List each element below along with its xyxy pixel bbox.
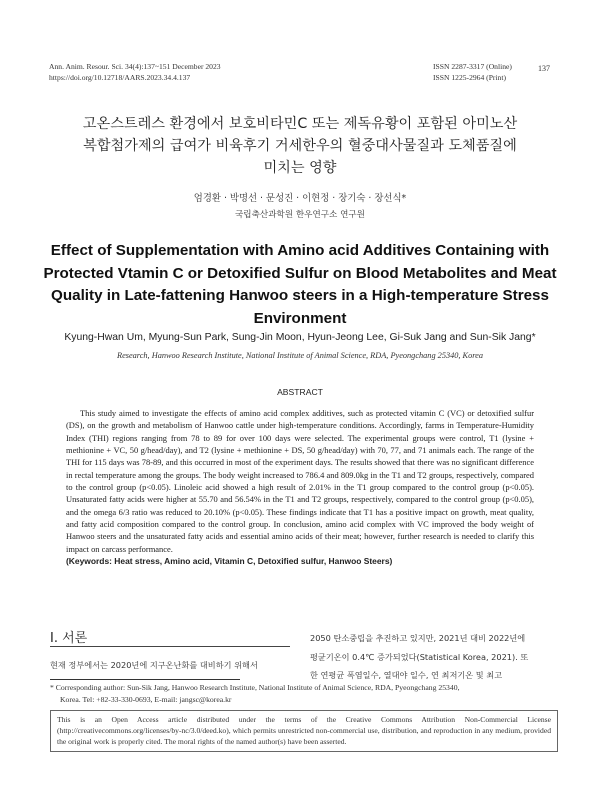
- korean-title: [40, 113, 560, 179]
- introduction-heading: Ⅰ. 서론: [50, 631, 88, 646]
- english-authors: Kyung-Hwan Um, Myung-Sun Park, Sung-Jin Moon, Hyun-Jeong Lee, Gi-Suk Jang and Sun-Sik Jang*: [64, 332, 536, 343]
- korean-affiliation: 국립축산과학원 한우연구소 연구원: [235, 210, 365, 220]
- section-divider: [50, 646, 290, 647]
- english-title-line: Environment: [253, 309, 347, 327]
- korean-title-line: 고온스트레스 환경에서 보호비타민C 또는 제독유황이 포함된 아미노산: [82, 116, 518, 132]
- introduction-line: 평균기온이 0.4℃ 증가되었다(Statistical Korea, 2021). 또: [310, 651, 529, 662]
- abstract-heading: ABSTRACT: [277, 387, 323, 397]
- journal-header: [49, 61, 221, 83]
- introduction-line: 한 연평균 폭염일수, 열대야 일수, 연 최저기온 및 최고: [310, 670, 503, 680]
- doi-link[interactable]: https://doi.org/10.12718/AARS.2023.34.4.137: [49, 73, 191, 82]
- issn-block: [433, 61, 512, 83]
- english-title: [30, 240, 570, 330]
- korean-authors: 엄경환 · 박명선 · 문성진 · 이현정 · 장기숙 · 장선식*: [193, 193, 407, 204]
- journal-citation: Ann. Anim. Resour. Sci. 34(4):137~151 December 2023: [49, 62, 221, 71]
- abstract-block: [66, 407, 534, 567]
- footnote-line: * Corresponding author: Sun-Sik Jang, Hanwoo Research Institute, National Institute of Animal Science, RDA, Pyeongchang 25340,: [50, 683, 460, 692]
- issn-online: ISSN 2287-3317 (Online): [433, 62, 512, 71]
- korean-title-line: 복합첨가제의 급여가 비육후기 거세한우의 혈중대사물질과 도체품질에: [83, 138, 517, 154]
- korean-title-line: 미치는 영향: [263, 160, 337, 176]
- abstract-body: This study aimed to investigate the effects of amino acid complex additives, such as protected vitamin C (VC) or detoxified sulfur (DS), on the growth and metabolism of Hanwoo cattle under high-temperature conditions. Accordingly, farms in Temperature-Humidity Index (THI) regions ranging from 78 to 89 for over 100 days were selected. The experimental groups were control, T1 (lysine + methionine + VC, 50 g/head/day), and T2 (lysine + methionine + DS, 50 g/head/day) with 70, 77, and 71 animals each. The range of the THI for 115 days was 78-89, and this occurred in most of the experiment days. The results showed that there was no significant difference in rectal temperature among the groups. The body weight increased to 786.4 and 809.0kg in the T1 and T2 groups, respectively, compared to the control group (p<0.05). Linoleic acid showed a high result of 2.01% in the T1 group compared to the control group (p<0.05). Unsaturated fatty acids were higher at 55.70 and 56.54% in the T1 and T2 groups, respectively, compared to the control group (p<0.05), and the omega 6/3 ratio was reduced to 20.10% (p<0.05). These findings indicate that T1 has a positive impact on growth, meat quality, and fatty acid composition compared to the control group. In conclusion, amino acid complex with VC improved the body weight of Hanwoo steers and the unsaturated fatty acids and essential amino acids of their meat; however, further research is needed to clarify this impact on carcass performance.: [66, 408, 534, 554]
- english-title-line: Protected Vtamin C or Detoxified Sulfur on Blood Metabolites and Meat: [43, 264, 557, 282]
- footnote-line: Korea. Tel: +82-33-330-0693, E-mail: jangsc@korea.kr: [60, 694, 232, 704]
- corresponding-author-footnote: [50, 682, 560, 705]
- english-title-line: Effect of Supplementation with Amino acid Additives Containing with: [50, 242, 550, 259]
- introduction-left-column: 현재 정부에서는 2020년에 지구온난화를 대비하기 위해서: [50, 660, 258, 670]
- footnote-divider: [50, 679, 240, 680]
- introduction-right-column: [310, 629, 562, 685]
- page-number: 137: [538, 64, 550, 73]
- open-access-notice: This is an Open Access article distributed under the terms of the Creative Commons Attribution Non-Commercial License (http://creativecommons.org/licenses/by-nc/3.0/deed.ko), which permits unrestricted non-commercial use, distribution, and reproduction in any medium, provided the original work is properly cited. The moral rights of the named author(s) have been asserted.: [50, 710, 558, 752]
- keywords: (Keywords: Heat stress, Amino acid, Vitamin C, Detoxified sulfur, Hanwoo Steers): [66, 556, 393, 567]
- introduction-line: 2050 탄소중립을 추진하고 있지만, 2021년 대비 2022년에: [310, 633, 526, 643]
- issn-print: ISSN 1225-2964 (Print): [433, 73, 506, 82]
- english-affiliation: Research, Hanwoo Research Institute, National Institute of Animal Science, RDA, Pyeongchang 25340, Korea: [117, 351, 483, 360]
- english-title-line: Quality in Late-fattening Hanwoo steers in a High-temperature Stress: [51, 287, 549, 304]
